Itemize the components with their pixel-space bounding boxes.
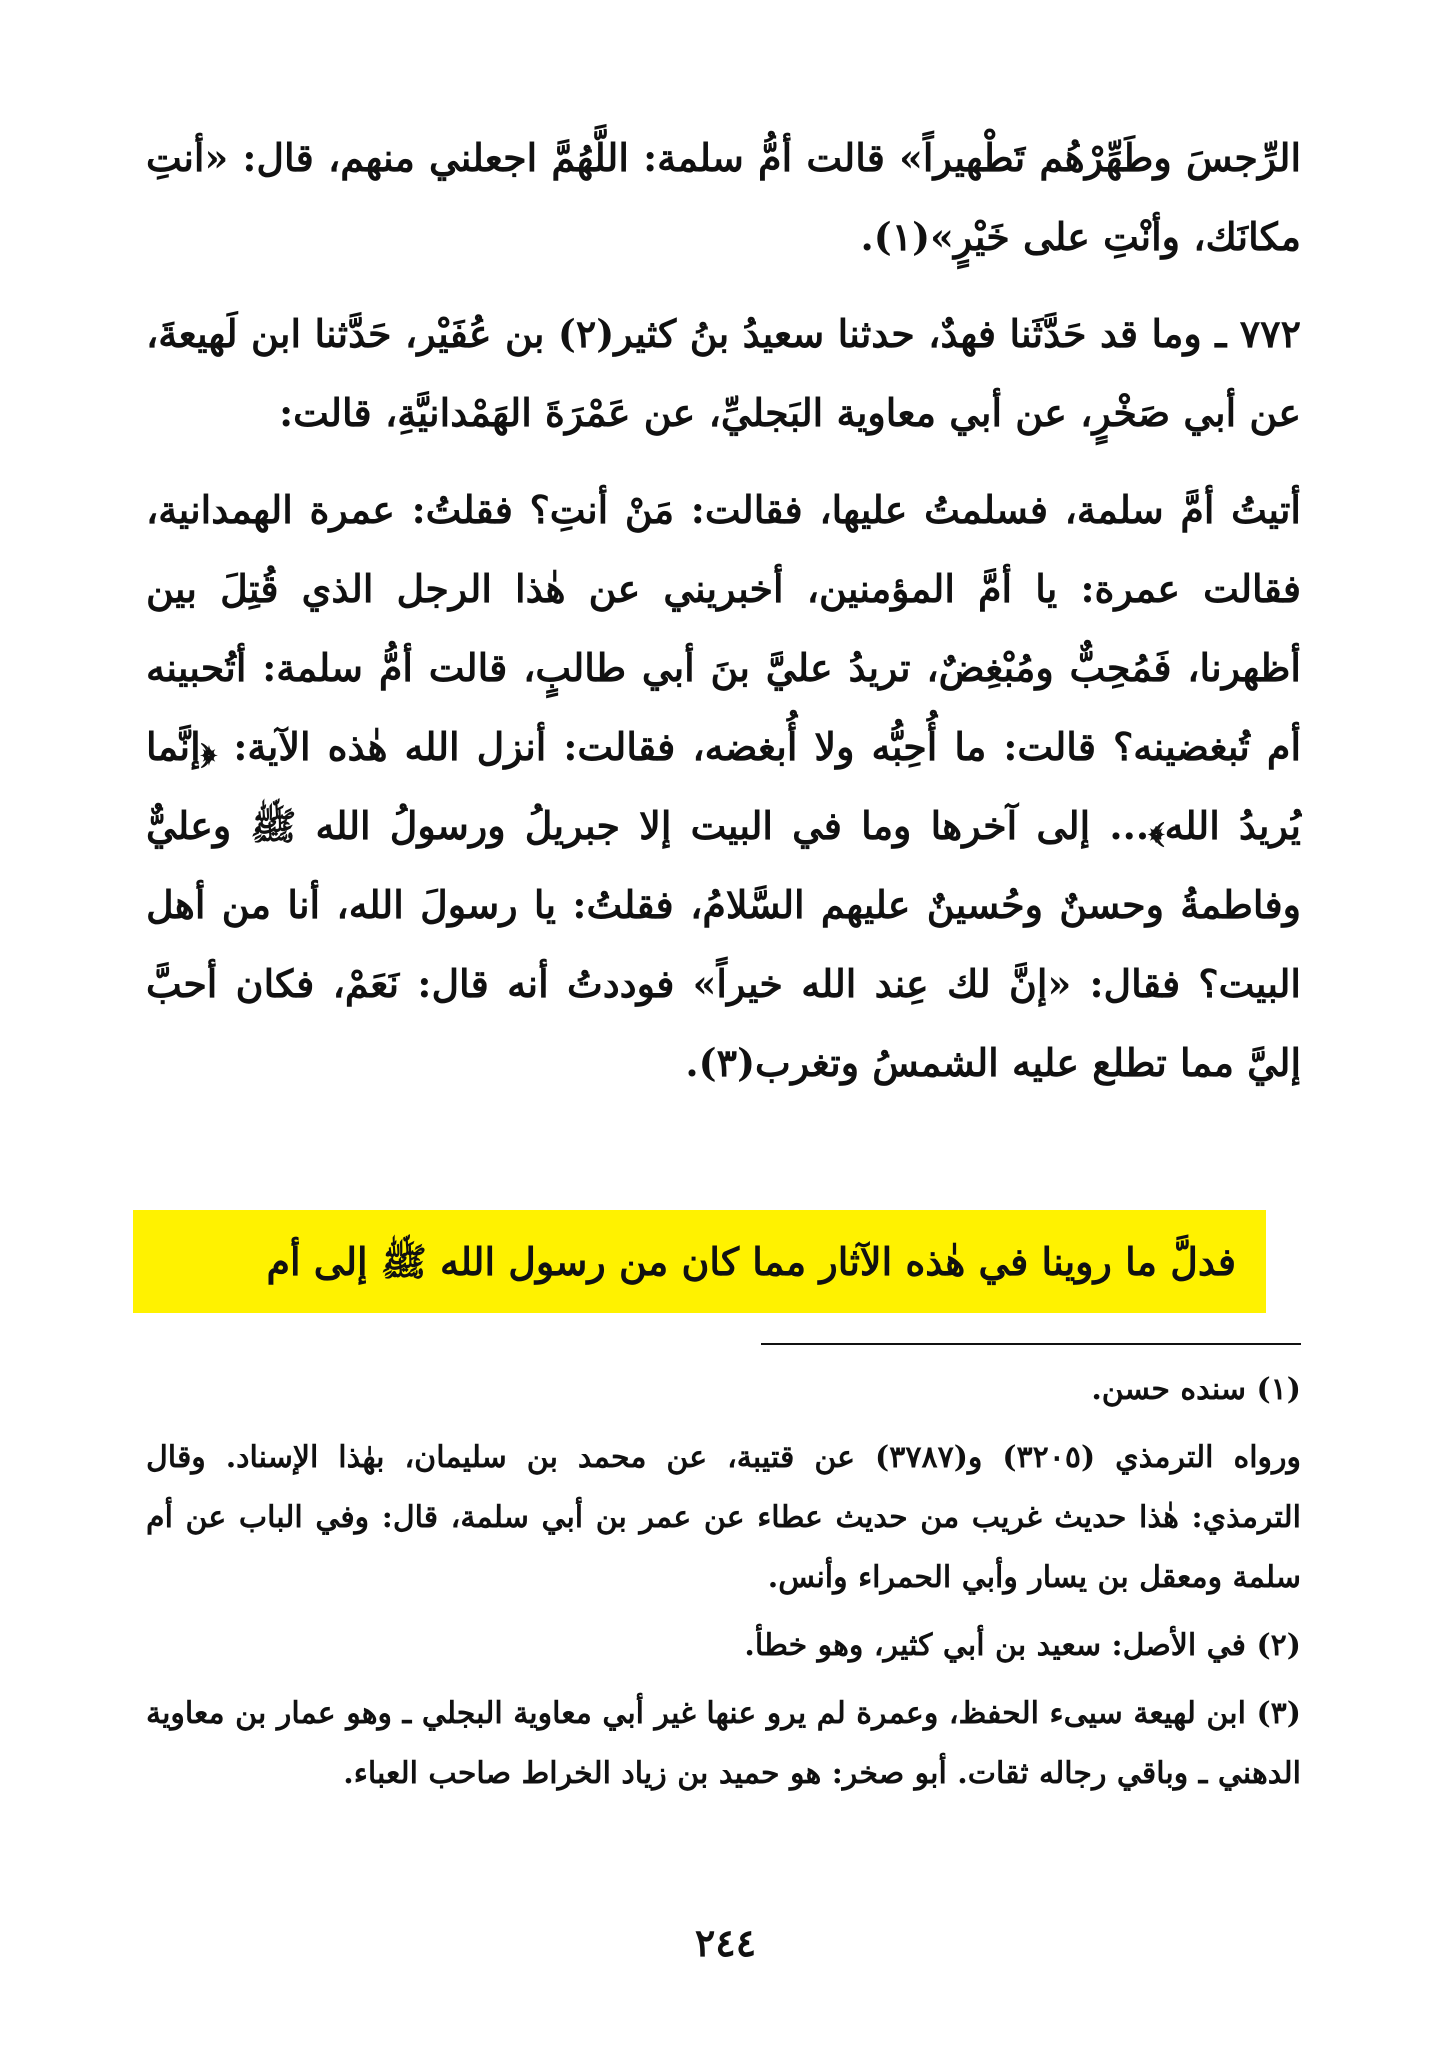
footnote-divider [761,1343,1301,1345]
paragraph-2: ٧٧٢ ـ وما قد حَدَّثَنا فهدٌ، حدثنا سعيدُ بنُ كثير(٢) بن عُفَيْر، حَدَّثنا ابن لَهيعةَ، عن أبي صَخْرٍ، عن أبي معاوية البَجليِّ، عن عَمْرَةَ الهَمْدانيَّةِ، قالت: [146,311,1301,435]
footnote-2: (٢) في الأصل: سعيد بن أبي كثير، وهو خطأ. [744,1628,1301,1663]
paragraph-1: الرِّجسَ وطَهِّرْهُم تَطْهيراً» قالت أمُّ سلمة: اللَّهُمَّ اجعلني منهم، قال: «أنتِ مكانَك، وأنْتِ على خَيْرٍ»(١). [146,135,1302,259]
main-text [146,118,1301,1120]
footnote-1: (١) سنده حسن. [1091,1372,1301,1407]
paragraph-3: أتيتُ أمَّ سلمة، فسلمتُ عليها، فقالت: مَنْ أنتِ؟ فقلتُ: عمرة الهمدانية، فقالت عمرة: يا أمَّ المؤمنين، أخبريني عن هٰذا الرجل الذي قُتِلَ بين أظهرنا، فَمُحِبٌّ ومُبْغِضٌ، تريدُ عليَّ بنَ أبي طالبٍ، قالت أمُّ سلمة: أتُحبينه أم تُبغضينه؟ قالت: ما أُحِبُّه ولا أُبغضه، فقالت: أنزل الله هٰذه الآية: ﴿إنَّما يُريدُ الله﴾... إلى آخرها وما في البيت إلا جبريلُ ورسولُ الله ﷺ وعليٌّ وفاطمةُ وحسنٌ وحُسينٌ عليهم السَّلامُ، فقلتُ: يا رسولَ الله، أنا من أهل البيت؟ فقال: «إنَّ لك عِند الله خيراً» فوددتُ أنه قال: نَعَمْ، فكان أحبَّ إليَّ مما تطلع عليه الشمسُ وتغرب(٣). [146,487,1301,1085]
footnote-1-continued: ورواه الترمذي (٣٢٠٥) و(٣٧٨٧) عن قتيبة، عن محمد بن سليمان، بهٰذا الإسناد. وقال الترمذي: هٰذا حديث غريب من حديث عطاء عن عمر بن أبي سلمة، قال: وفي الباب عن أم سلمة ومعقل بن يسار وأبي الحمراء وأنس. [146,1440,1301,1595]
highlighted-line: فدلَّ ما روينا في هٰذه الآثار مما كان من رسول الله ﷺ إلى أم [133,1210,1266,1313]
footnotes [146,1360,1301,1812]
page-number: ٢٤٤ [694,1920,757,1965]
footnote-3: (٣) ابن لهيعة سيىء الحفظ، وعمرة لم يرو عنها غير أبي معاوية البجلي ـ وهو عمار بن معاوية الدهني ـ وباقي رجاله ثقات. أبو صخر: هو حميد بن زياد الخراط صاحب العباء. [146,1696,1301,1791]
